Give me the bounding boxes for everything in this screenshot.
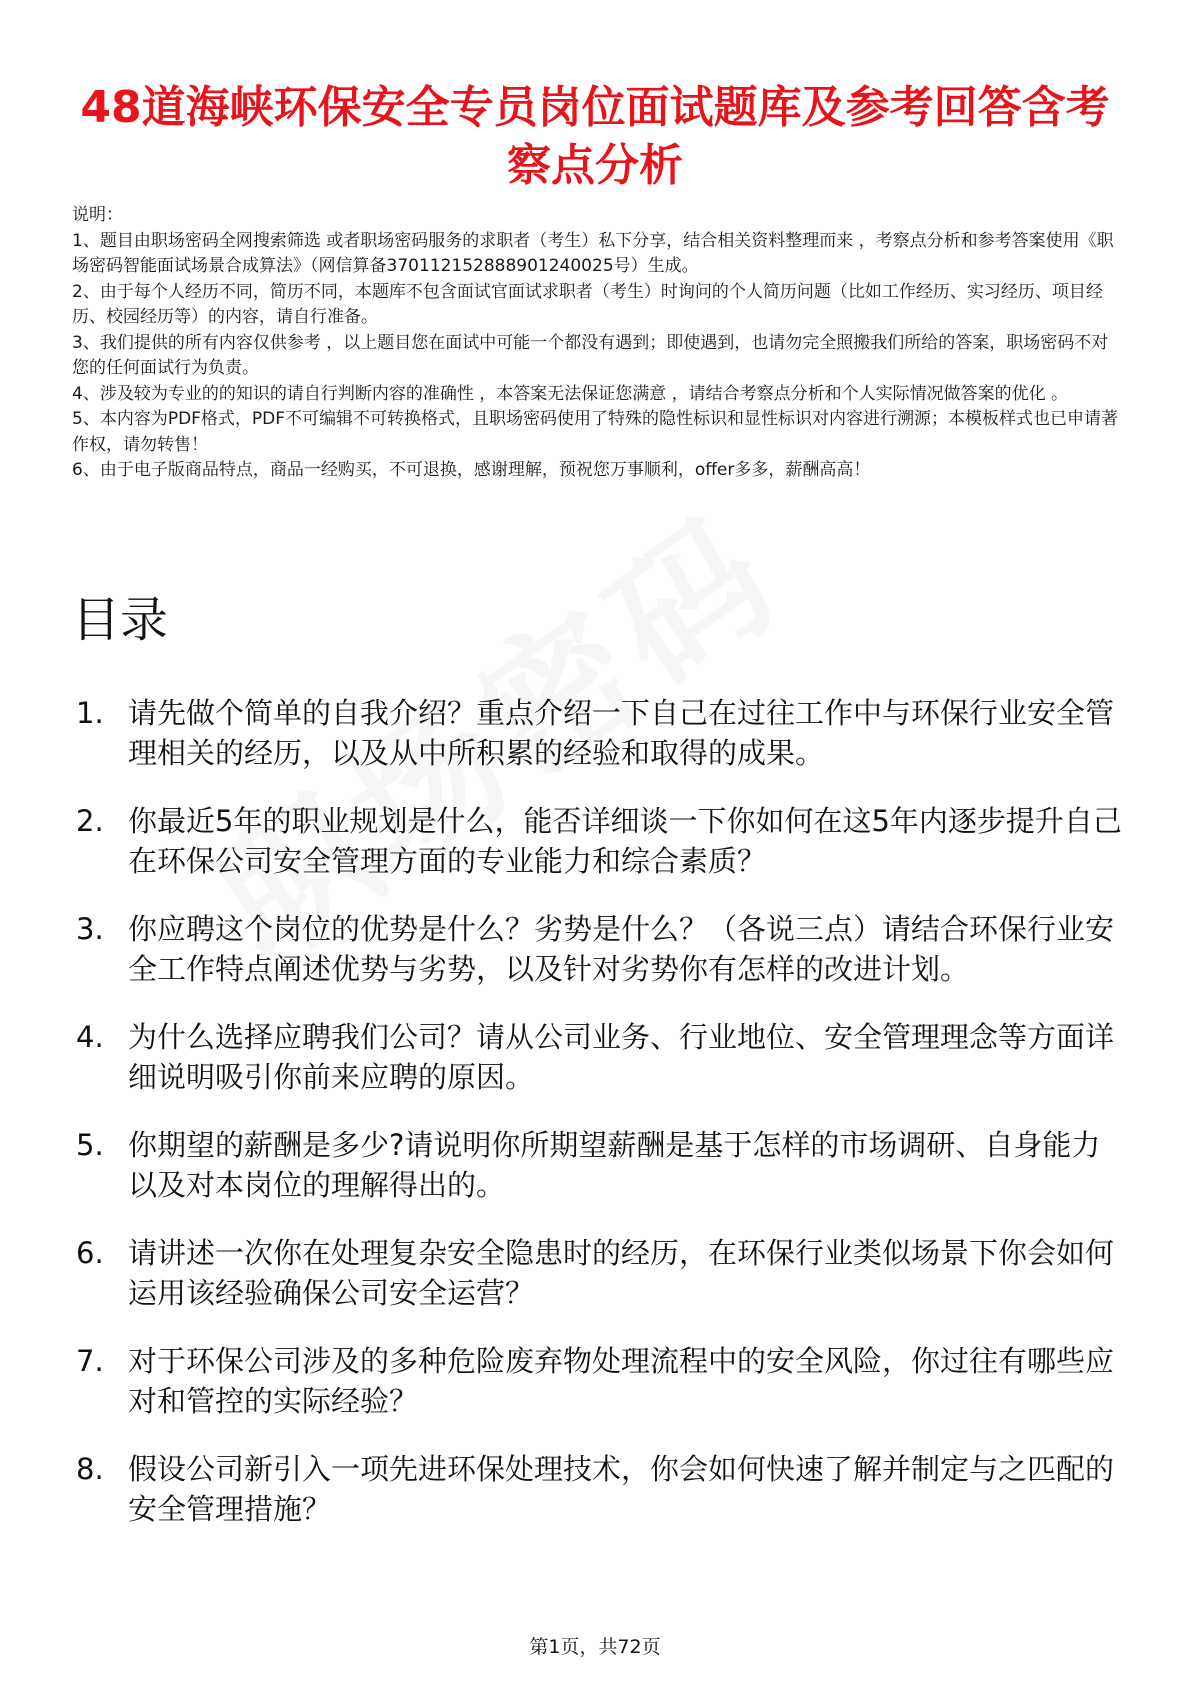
toc-item-number: 7. — [76, 1344, 104, 1378]
toc-item-text: 请讲述一次你在处理复杂安全隐患时的经历，在环保行业类似场景下你会如何运用该经验确保公司安全运营？ — [128, 1236, 1115, 1310]
toc-item-text: 你最近5年的职业规划是什么，能否详细谈一下你如何在这5年内逐步提升自己在环保公司安全管理方面的专业能力和综合素质？ — [128, 804, 1122, 878]
toc-item-text: 为什么选择应聘我们公司？请从公司业务、行业地位、安全管理理念等方面详细说明吸引你前来应聘的原因。 — [128, 1020, 1115, 1094]
note-item: 2、由于每个人经历不同，简历不同，本题库不包含面试官面试求职者（考生）时询问的个人简历问题（比如工作经历、实习经历、项目经历、校园经历等）的内容，请自行准备。 — [72, 281, 1103, 327]
toc-item-number: 1. — [76, 696, 104, 730]
page-footer: 第1页，共72页 — [529, 1636, 661, 1658]
toc-item-text: 假设公司新引入一项先进环保处理技术，你会如何快速了解并制定与之匹配的安全管理措施？ — [128, 1452, 1115, 1526]
toc-heading: 目录 — [72, 592, 169, 648]
toc-item-number: 3. — [76, 912, 104, 946]
toc-item-7[interactable] — [72, 1341, 1122, 1421]
toc-list — [72, 693, 1122, 1557]
note-item: 4、涉及较为专业的的知识的请自行判断内容的准确性 ，本答案无法保证您满意 ，请结合考察点分析和个人实际情况做答案的优化 。 — [72, 383, 1069, 404]
note-item: 5、本内容为PDF格式，PDF不可编辑不可转换格式，且职场密码使用了特殊的隐性标识和显性标识对内容进行溯源；本模板样式也已申请著作权，请勿转售！ — [72, 409, 1119, 455]
toc-item-text: 请先做个简单的自我介绍？重点介绍一下自己在过往工作中与环保行业安全管理相关的经历，以及从中所积累的经验和取得的成果。 — [128, 696, 1115, 770]
toc-item-number: 6. — [76, 1236, 104, 1270]
toc-item-number: 2. — [76, 804, 104, 838]
toc-item-6[interactable] — [72, 1233, 1122, 1313]
toc-item-text: 对于环保公司涉及的多种危险废弃物处理流程中的安全风险，你过往有哪些应对和管控的实际经验？ — [128, 1344, 1115, 1418]
notes-heading: 说明： — [72, 205, 123, 225]
notes-section — [72, 203, 1122, 484]
toc-item-number: 5. — [76, 1128, 104, 1162]
note-item: 1、题目由职场密码全网搜索筛选 或者职场密码服务的求职者（考生）私下分享，结合相关资料整理而来 ，考察点分析和参考答案使用《职场密码智能面试场景合成算法》（网信算备370112152888901240025号）生成。 — [72, 230, 1114, 276]
toc-item-number: 4. — [76, 1020, 104, 1054]
toc-item-5[interactable] — [72, 1125, 1122, 1205]
toc-item-number: 8. — [76, 1452, 104, 1486]
toc-item-4[interactable] — [72, 1017, 1122, 1097]
note-item: 6、由于电子版商品特点，商品一经购买，不可退换，感谢理解，预祝您万事顺利，offer多多，薪酬高高！ — [72, 460, 871, 480]
document-title: 48道海峡环保安全专员岗位面试题库及参考回答含考察点分析 — [80, 82, 1110, 192]
toc-item-1[interactable] — [72, 693, 1122, 773]
toc-item-3[interactable] — [72, 909, 1122, 989]
note-item: 3、我们提供的所有内容仅供参考 ，以上题目您在面试中可能一个都没有遇到；即使遇到，也请勿完全照搬我们所给的答案，职场密码不对您的任何面试行为负责。 — [72, 332, 1109, 378]
toc-item-text: 你期望的薪酬是多少?请说明你所期望薪酬是基于怎样的市场调研、自身能力以及对本岗位的理解得出的。 — [128, 1128, 1101, 1202]
toc-item-2[interactable] — [72, 801, 1122, 881]
toc-item-8[interactable] — [72, 1449, 1122, 1529]
toc-item-text: 你应聘这个岗位的优势是什么？劣势是什么？（各说三点）请结合环保行业安全工作特点阐述优势与劣势，以及针对劣势你有怎样的改进计划。 — [128, 912, 1115, 986]
